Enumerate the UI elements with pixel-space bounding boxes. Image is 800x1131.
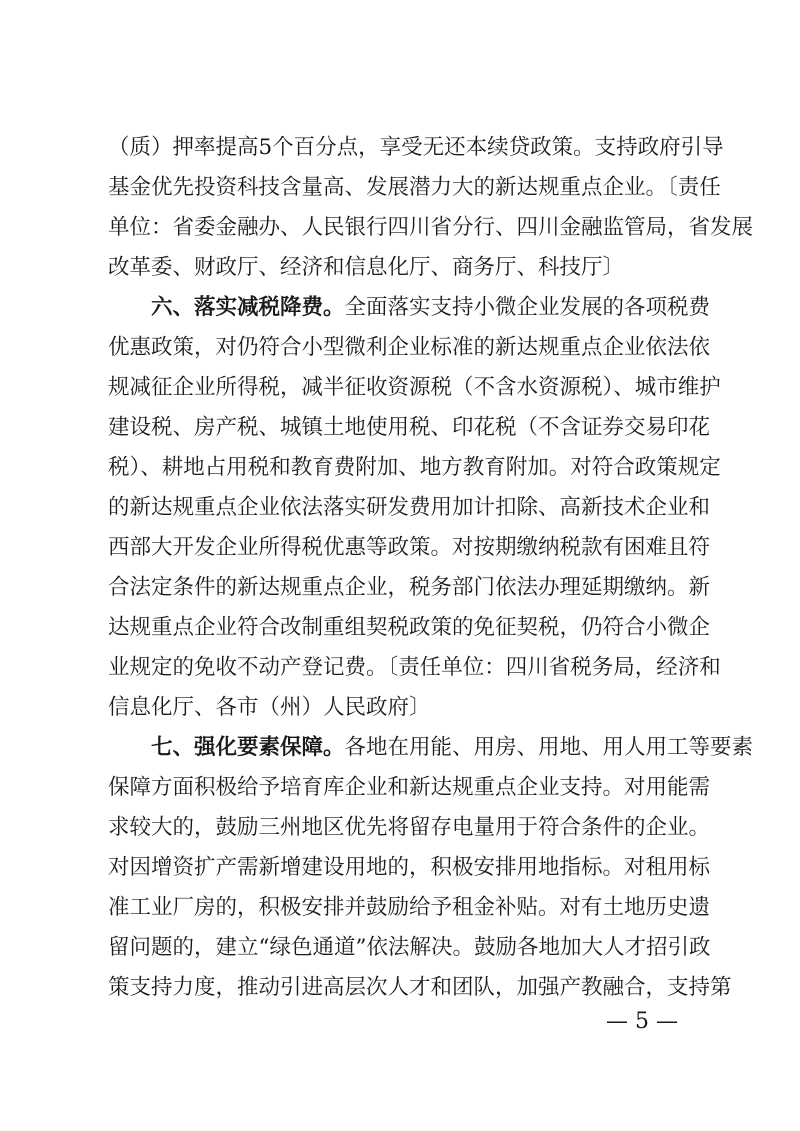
text-line-content: 全面落实支持小微企业发展的各项税费	[344, 295, 711, 320]
text-line: 求较大的，鼓励三州地区优先将留存电量用于符合条件的企业。	[108, 815, 711, 840]
text-line: 准工业厂房的，积极安排并鼓励给予租金补贴。对有土地历史遗	[108, 895, 711, 920]
paragraph-financing-continued	[108, 128, 754, 288]
text-line: 建设税、房产税、城镇土地使用税、印花税（不含证券交易印花	[108, 415, 711, 440]
page-number: — 5 —	[606, 1009, 678, 1034]
body-text	[108, 128, 754, 1008]
text-line: 策支持力度，推动引进高层次人才和团队，加强产教融合，支持第	[108, 975, 732, 1000]
section-heading-seven: 七、强化要素保障。	[151, 735, 345, 760]
text-line-content: 各地在用能、用房、用地、用人用工等要素	[344, 735, 754, 760]
text-line	[108, 728, 754, 768]
text-line: 税）、耕地占用税和教育费附加、地方教育附加。对符合政策规定	[108, 455, 721, 480]
text-line: （质）押率提高5个百分点，享受无还本续贷政策。支持政府引导	[108, 135, 724, 160]
text-line: 优惠政策，对仍符合小型微利企业标准的新达规重点企业依法依	[108, 335, 711, 360]
text-line: 单位：省委金融办、人民银行四川省分行、四川金融监管局，省发展	[108, 215, 754, 240]
text-line	[108, 288, 711, 328]
text-line: 合法定条件的新达规重点企业，税务部门依法办理延期缴纳。新	[108, 575, 711, 600]
text-line: 业规定的免收不动产登记费。〔责任单位：四川省税务局，经济和	[108, 655, 721, 680]
text-line: 西部大开发企业所得税优惠等政策。对按期缴纳税款有困难且符	[108, 535, 711, 560]
paragraph-tax-reduction	[108, 288, 721, 728]
text-line: 保障方面积极给予培育库企业和新达规重点企业支持。对用能需	[108, 775, 711, 800]
section-heading-six: 六、落实减税降费。	[151, 295, 345, 320]
paragraph-resource-guarantee	[108, 728, 754, 1008]
text-line: 达规重点企业符合改制重组契税政策的免征契税，仍符合小微企	[108, 615, 711, 640]
text-line: 规减征企业所得税，减半征收资源税（不含水资源税）、城市维护	[108, 375, 721, 400]
text-line: 留问题的，建立“绿色通道”依法解决。鼓励各地加大人才招引政	[108, 935, 711, 960]
text-line: 基金优先投资科技含量高、发展潜力大的新达规重点企业。〔责任	[108, 175, 721, 200]
text-line: 的新达规重点企业依法落实研发费用加计扣除、高新技术企业和	[108, 495, 711, 520]
text-line: 改革委、财政厅、经济和信息化厅、商务厅、科技厅〕	[108, 255, 625, 280]
text-line: 信息化厅、各市（州）人民政府〕	[108, 695, 431, 720]
text-line: 对因增资扩产需新增建设用地的，积极安排用地指标。对租用标	[108, 855, 711, 880]
